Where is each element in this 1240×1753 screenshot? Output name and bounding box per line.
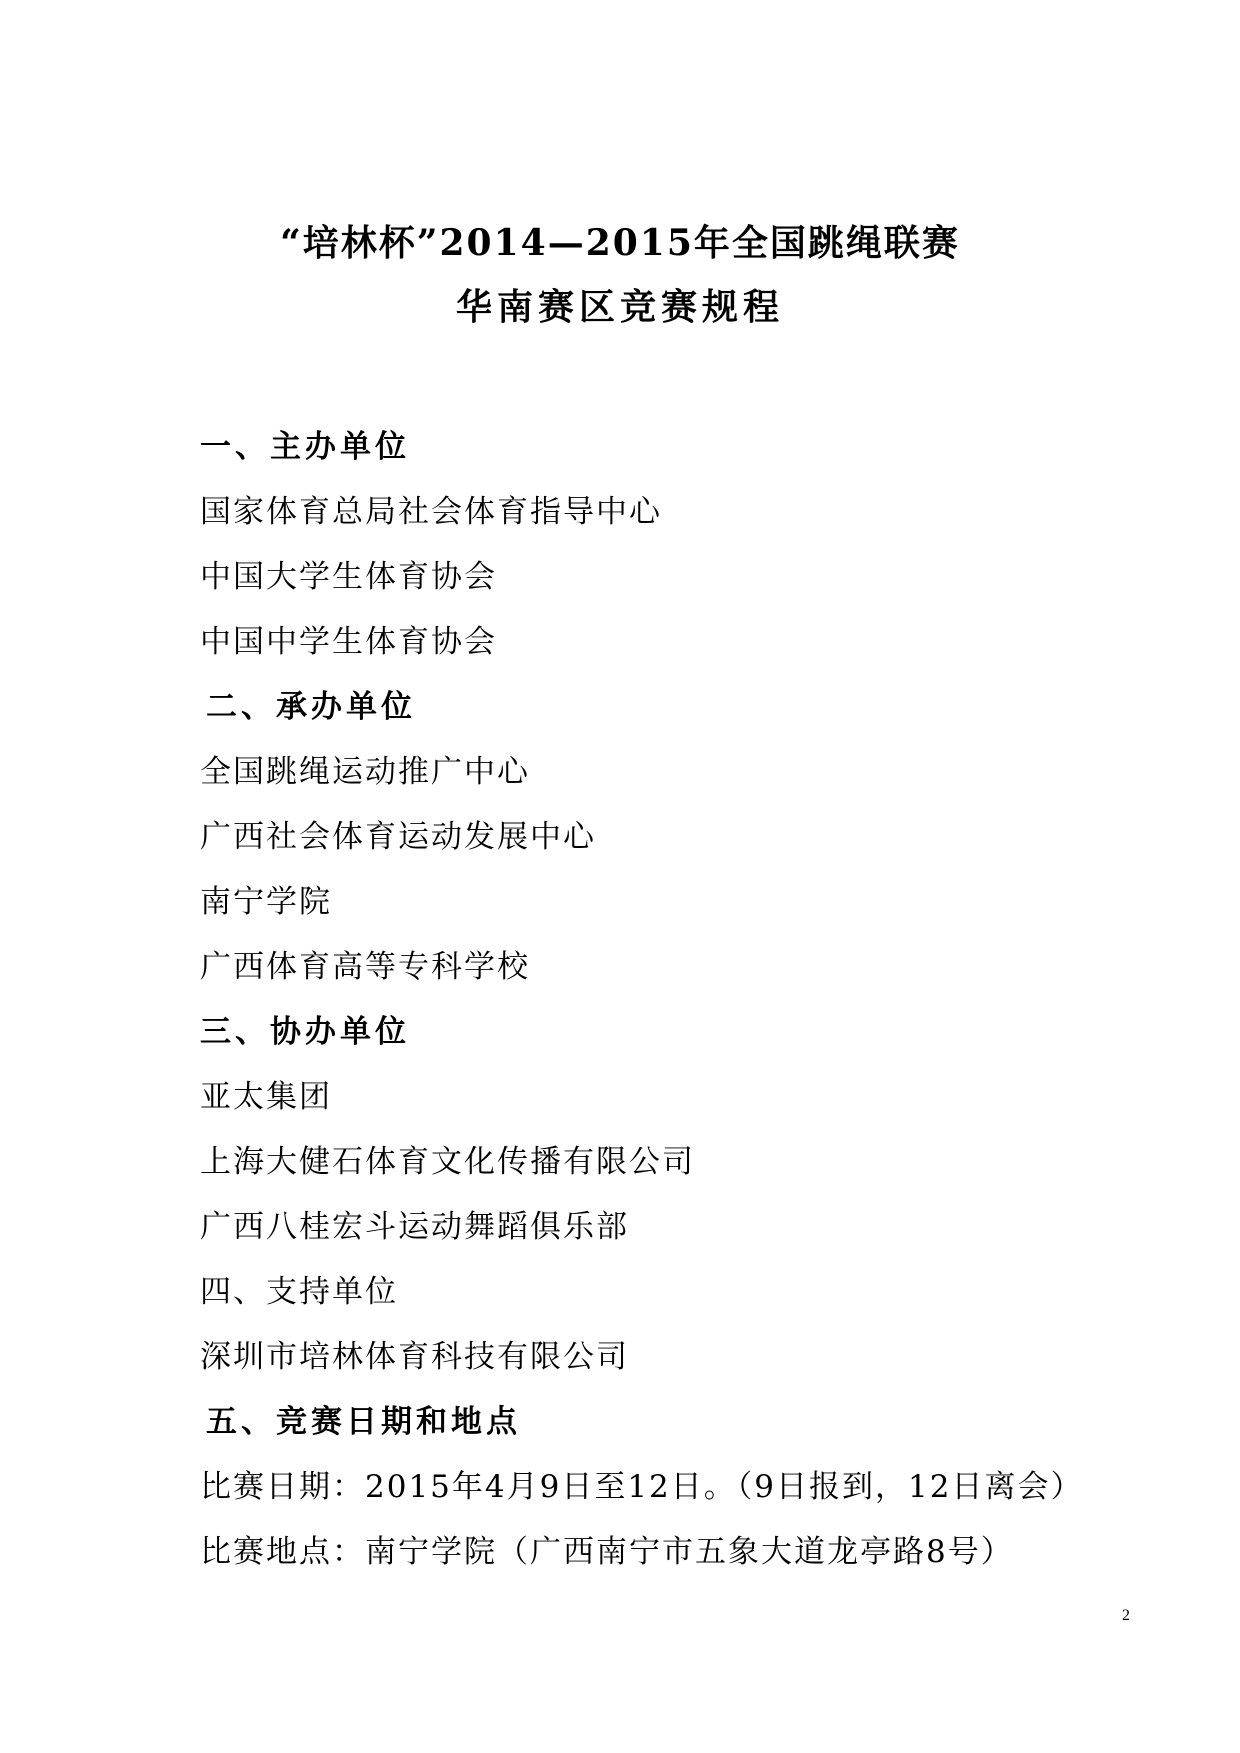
organizer-item: 国家体育总局社会体育指导中心	[200, 494, 662, 530]
document-body	[200, 415, 1120, 1585]
host-item: 广西体育高等专科学校	[200, 949, 530, 985]
document-title: “培林杯”2014—2015年全国跳绳联赛	[280, 222, 960, 264]
competition-date: 比赛日期：2015年4月9日至12日。（9日报到，12日离会）	[200, 1469, 1084, 1505]
co-organizer-item: 亚太集团	[200, 1079, 332, 1115]
section-heading-organizers: 一、主办单位	[200, 429, 410, 465]
section-heading-date-venue: 五、竞赛日期和地点	[206, 1404, 521, 1440]
section-heading-supporters: 四、支持单位	[200, 1274, 398, 1310]
document-subtitle: 华南赛区竞赛规程	[455, 286, 784, 328]
host-item: 广西社会体育运动发展中心	[200, 819, 596, 855]
competition-venue: 比赛地点：南宁学院（广西南宁市五象大道龙亭路8号）	[200, 1534, 1014, 1570]
section-heading-co-organizers: 三、协办单位	[200, 1014, 410, 1050]
organizer-item: 中国大学生体育协会	[200, 559, 497, 595]
supporter-item: 深圳市培林体育科技有限公司	[200, 1339, 629, 1375]
organizer-item: 中国中学生体育协会	[200, 624, 497, 660]
host-item: 南宁学院	[200, 884, 332, 920]
co-organizer-item: 上海大健石体育文化传播有限公司	[200, 1144, 695, 1180]
section-heading-hosts: 二、承办单位	[206, 689, 416, 725]
host-item: 全国跳绳运动推广中心	[200, 754, 530, 790]
page-number: 2	[1122, 1607, 1130, 1624]
co-organizer-item: 广西八桂宏斗运动舞蹈俱乐部	[200, 1209, 629, 1245]
